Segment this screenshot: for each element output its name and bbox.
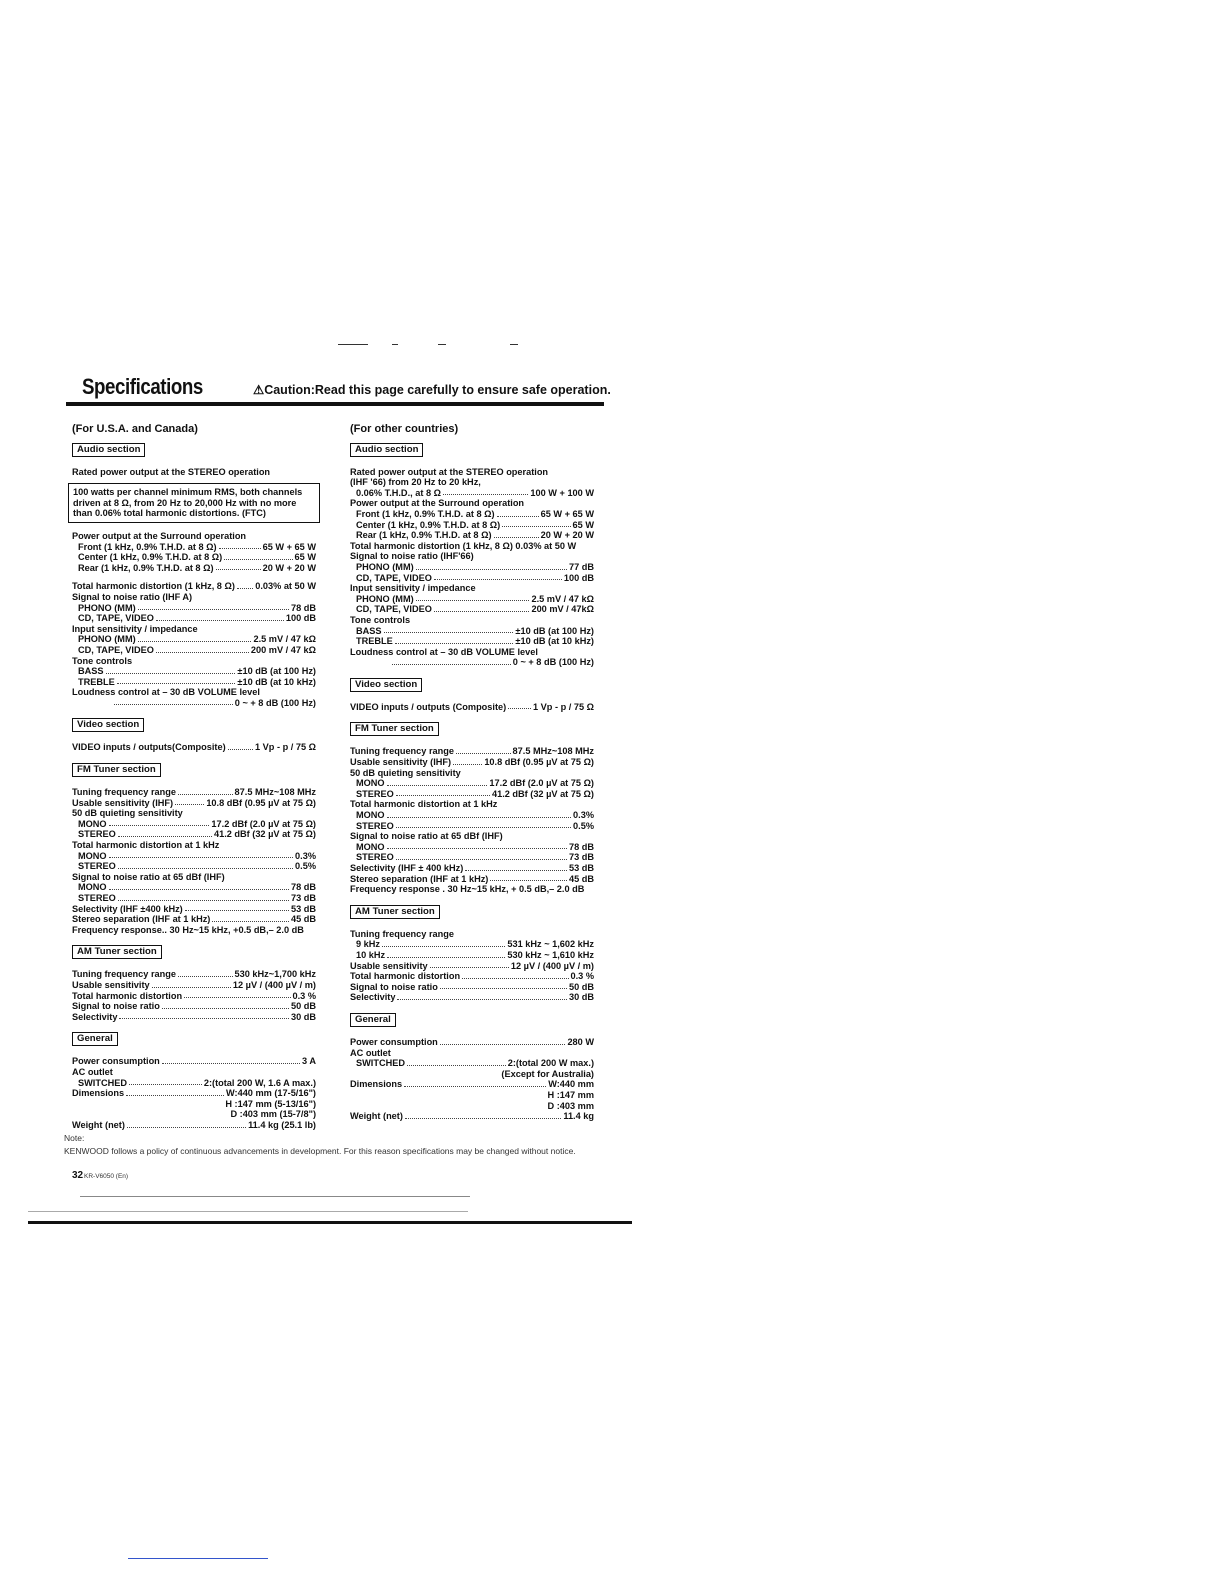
spec-row: Power consumption 280 W [350,1036,594,1047]
spec-row: Total harmonic distortion (1 kHz, 8 Ω) 0.03% at 50 W [72,581,316,592]
scan-mark [80,1196,470,1197]
spec-row: Usable sensitivity (IHF) 10.8 dBf (0.95 µV at 75 Ω) [72,797,316,808]
spec-row: Usable sensitivity 12 µV / (400 µV / m) [72,979,316,990]
spec-title: Loudness control at – 30 dB VOLUME level [72,687,260,698]
scan-mark [438,344,446,345]
spec-row: CD, TAPE, VIDEO 100 dB [78,613,316,624]
spec-title: 50 dB quieting sensitivity [350,767,461,778]
section-heading: AM Tuner section [350,905,440,919]
spec-title: Signal to noise ratio at 65 dBf (IHF) [350,831,503,842]
spec-title: Signal to noise ratio (IHF'66) [350,551,474,562]
spec-title: Rated power output at the STEREO operation [350,466,549,477]
section-heading: General [350,1013,396,1027]
section-heading: Video section [350,678,422,692]
spec-row: Usable sensitivity (IHF) 10.8 dBf (0.95 µV at 75 Ω) [350,757,594,768]
spec-title: Frequency response . 30 Hz~15 kHz, + 0.5 dB,– 2.0 dB [350,884,585,895]
note-text: KENWOOD follows a policy of continuous advancements in development. For this reason specifications may be changed without notice. [64,1146,576,1156]
spec-row: VIDEO inputs / outputs (Composite) 1 Vp - p / 75 Ω [350,701,594,712]
other-countries-column [350,424,594,1122]
spec-title: AC outlet [350,1047,391,1058]
spec-row: CD, TAPE, VIDEO 200 mV / 47 kΩ [78,644,316,655]
spec-value: H :147 mm [547,1089,594,1100]
section-heading: General [72,1032,118,1046]
spec-row: TREBLE ±10 dB (at 10 kHz) [78,676,316,687]
spec-row: STEREO 41.2 dBf (32 µV at 75 Ω) [78,829,316,840]
spec-row: MONO 17.2 dBf (2.0 µV at 75 Ω) [356,778,594,789]
blue-rule [128,1558,268,1559]
spec-title: Tone controls [350,614,411,625]
caution-text: ⚠Caution:Read this page carefully to ensure safe operation. [253,383,611,397]
spec-row: TREBLE ±10 dB (at 10 kHz) [356,636,594,647]
spec-row: Total harmonic distortion 0.3 % [72,990,316,1001]
region-heading: (For U.S.A. and Canada) [72,423,198,435]
spec-row: STEREO 41.2 dBf (32 µV at 75 Ω) [356,788,594,799]
spec-row: Selectivity 30 dB [72,1011,316,1022]
spec-row: STEREO 73 dB [356,852,594,863]
spec-row: Dimensions W:440 mm [350,1079,594,1090]
spec-title: (IHF '66) from 20 Hz to 20 kHz, [350,477,481,488]
spec-row: MONO 0.3% [78,850,316,861]
spec-row: Rear (1 kHz, 0.9% T.H.D. at 8 Ω) 20 W + 20 W [356,530,594,541]
section-heading: Audio section [350,443,423,457]
spec-title: Signal to noise ratio (IHF A) [72,591,193,602]
spec-row: BASS ±10 dB (at 100 Hz) [78,666,316,677]
spec-row: 0.06% T.H.D., at 8 Ω 100 W + 100 W [356,487,594,498]
spec-row: CD, TAPE, VIDEO 100 dB [356,572,594,583]
section-heading: FM Tuner section [72,763,161,777]
spec-row: PHONO (MM) 2.5 mV / 47 kΩ [356,593,594,604]
spec-row: Tuning frequency range 87.5 MHz~108 MHz [72,787,316,798]
spec-row: SWITCHED 2:(total 200 W, 1.6 A max.) [78,1077,316,1088]
spec-value: D :403 mm (15-7/8") [230,1109,316,1120]
spec-row: Selectivity 30 dB [350,992,594,1003]
page-model: KR-V6050 (En) [84,1173,129,1180]
spec-row: Weight (net) 11.4 kg [350,1111,594,1122]
spec-row: VIDEO inputs / outputs(Composite) 1 Vp - p / 75 Ω [72,742,316,753]
scan-mark [510,344,518,345]
note-label: Note: [64,1133,85,1143]
region-heading: (For other countries) [350,423,459,435]
spec-row: Selectivity (IHF ±400 kHz) 53 dB [72,903,316,914]
spec-row: PHONO (MM) 77 dB [356,561,594,572]
spec-row: SWITCHED 2:(total 200 W max.) [356,1058,594,1069]
spec-title: 50 dB quieting sensitivity [72,808,183,819]
spec-title: Power output at the Surround operation [350,498,525,509]
spec-title: Power output at the Surround operation [72,530,247,541]
spec-value: D :403 mm [547,1100,594,1111]
spec-row: Weight (net) 11.4 kg (25.1 lb) [72,1119,316,1130]
scan-mark [392,344,398,345]
spec-row: Signal to noise ratio 50 dB [72,1001,316,1012]
spec-title: Input sensitivity / impedance [72,623,198,634]
section-heading: FM Tuner section [350,722,439,736]
spec-row: Dimensions W:440 mm (17-5/16") [72,1088,316,1099]
spec-row: Front (1 kHz, 0.9% T.H.D. at 8 Ω) 65 W + 65 W [356,508,594,519]
spec-title: Tuning frequency range [350,928,454,939]
spec-row: Tuning frequency range 87.5 MHz~108 MHz [350,746,594,757]
spec-row: Signal to noise ratio 50 dB [350,981,594,992]
spec-row: 0 ~ + 8 dB (100 Hz) [72,698,316,709]
title-rule [66,402,604,406]
section-heading: Video section [72,718,144,732]
scan-mark [28,1211,468,1212]
spec-title: Rated power output at the STEREO operation [72,466,271,477]
spec-row: Stereo separation (IHF at 1 kHz) 45 dB [72,914,316,925]
spec-row: Power consumption 3 A [72,1056,316,1067]
spec-title: Total harmonic distortion at 1 kHz [350,799,498,810]
spec-row: Center (1 kHz, 0.9% T.H.D. at 8 Ω) 65 W [78,552,316,563]
spec-title: AC outlet [72,1066,113,1077]
bottom-rule [28,1221,632,1224]
spec-row: STEREO 73 dB [78,893,316,903]
spec-row: Center (1 kHz, 0.9% T.H.D. at 8 Ω) 65 W [356,519,594,530]
spec-row: Front (1 kHz, 0.9% T.H.D. at 8 Ω) 65 W + 65 W [78,541,316,552]
spec-row: PHONO (MM) 2.5 mV / 47 kΩ [78,634,316,645]
section-heading: AM Tuner section [72,945,162,959]
spec-title: Total harmonic distortion at 1 kHz [72,840,220,851]
spec-row: CD, TAPE, VIDEO 200 mV / 47kΩ [356,604,594,615]
spec-row: 10 kHz 530 kHz ~ 1,610 kHz [356,949,594,960]
spec-title: Total harmonic distortion (1 kHz, 8 Ω) 0.03% at 50 W [350,540,577,551]
spec-value: (Except for Australia) [501,1068,594,1079]
spec-row: PHONO (MM) 78 dB [78,602,316,613]
scan-mark [338,344,368,345]
spec-title: Input sensitivity / impedance [350,583,476,594]
spec-row: STEREO 0.5% [78,861,316,872]
spec-value: H :147 mm (5-13/16") [225,1098,316,1109]
section-heading: Audio section [72,443,145,457]
spec-row: MONO 78 dB [78,882,316,893]
spec-row: Selectivity (IHF ± 400 kHz) 53 dB [350,863,594,873]
spec-row: MONO 78 dB [356,841,594,852]
spec-row: MONO 17.2 dBf (2.0 µV at 75 Ω) [78,818,316,829]
spec-row: MONO 0.3% [356,810,594,821]
usa-canada-column [72,424,316,1131]
spec-row: Frequency response.. 30 Hz~15 kHz, +0.5 dB,– 2.0 dB [72,924,304,935]
spec-row: 0 ~ + 8 dB (100 Hz) [350,657,594,668]
spec-row: 9 kHz 531 kHz ~ 1,602 kHz [356,939,594,950]
ftc-statement-box: 100 watts per channel minimum RMS, both channels driven at 8 Ω, from 20 Hz to 20,000 Hz with no more than 0.06% total harmonic distortions. (FTC) [68,483,320,523]
spec-row: Usable sensitivity 12 µV / (400 µV / m) [350,960,594,971]
spec-title: Tone controls [72,655,133,666]
page-title: Specifications [82,374,203,399]
spec-row: Total harmonic distortion 0.3 % [350,971,594,982]
page-number: 32 [72,1170,84,1181]
spec-row: BASS ±10 dB (at 100 Hz) [356,625,594,636]
spec-row: Rear (1 kHz, 0.9% T.H.D. at 8 Ω) 20 W + 20 W [78,562,316,573]
spec-row: Stereo separation (IHF at 1 kHz) 45 dB [350,873,594,884]
spec-row: STEREO 0.5% [356,820,594,831]
spec-title: Signal to noise ratio at 65 dBf (IHF) [72,871,225,882]
spec-title: Loudness control at – 30 dB VOLUME level [350,646,538,657]
spec-row: Tuning frequency range 530 kHz~1,700 kHz [72,969,316,980]
